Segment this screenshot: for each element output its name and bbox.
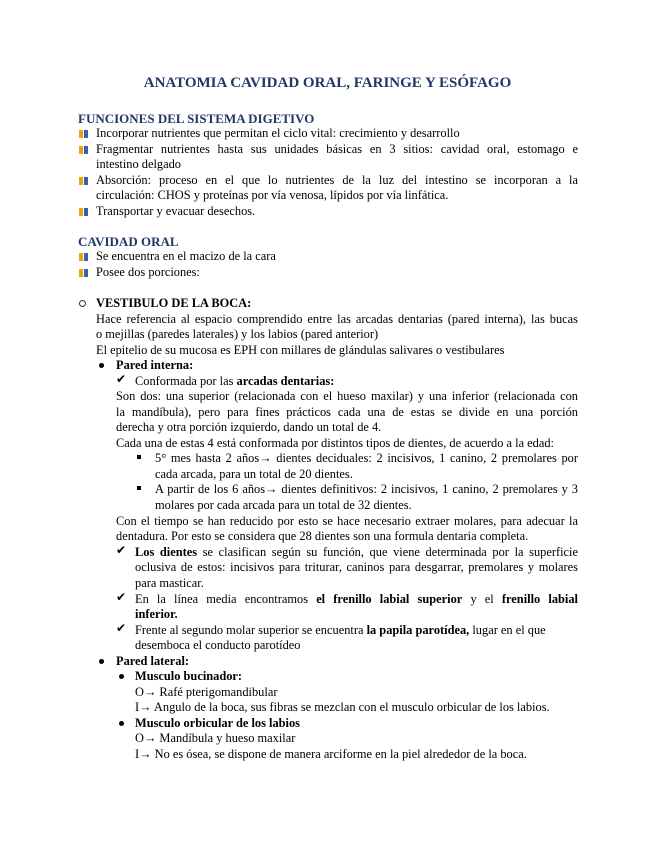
sub-item-line: A partir de los 6 años→ dientes definitivos: 2 incisivos, 1 canino, 2 premolares y 3 xyxy=(155,482,578,496)
list-item: Se encuentra en el macizo de la cara xyxy=(96,249,276,263)
paragraph-line: Cada una de estas 4 está conformada por distintos tipos de dientes, de acuerdo a la edad: xyxy=(116,436,555,450)
paragraph-line: El epitelio de su mucosa es EPH con millares de glándulas salivares o vestibulares xyxy=(96,343,505,357)
list-item-continuation: intestino delgado xyxy=(96,157,181,171)
bullet-square-icon xyxy=(137,455,141,459)
checkmark-icon: ✔ xyxy=(116,621,127,635)
paragraph-line: Son dos: una superior (relacionada con el hueso maxilar) y una inferior (relacionada con xyxy=(116,389,578,403)
sub-item-line: molares por cada arcada para un total de 32 dientes. xyxy=(155,498,412,512)
bullet-book-icon xyxy=(78,251,89,262)
check-item-dientes: Los dientes se clasifican según su función, que viene determinada por la superficie xyxy=(135,545,578,559)
muscle-orbicular-label: Musculo orbicular de los labios xyxy=(135,716,300,730)
paragraph-line: la mandíbula), pero para fines prácticos cada una de estas se divide en una porción xyxy=(116,405,578,419)
subheading-pared-lateral: Pared lateral: xyxy=(116,654,190,668)
muscle-insertion: I→ No es ósea, se dispone de manera arciforme en la piel alrededor de la boca. xyxy=(135,747,527,761)
check-item-line: para masticar. xyxy=(135,576,204,590)
list-item: Posee dos porciones: xyxy=(96,265,200,279)
heading-cavidad-oral: CAVIDAD ORAL xyxy=(78,234,179,249)
muscle-insertion: I→ Angulo de la boca, sus fibras se mezclan con el musculo orbicular de los labios. xyxy=(135,700,550,714)
paragraph-line: derecha y otra porción izquierdo, dando un total de 4. xyxy=(116,420,382,434)
paragraph-line: dentadura. Por esto se considera que 28 dientes son una formula dentaria completa. xyxy=(116,529,529,543)
check-item-frenillo: En la línea media encontramos el frenillo labial superior y el frenillo labial xyxy=(135,592,578,606)
heading-funciones: FUNCIONES DEL SISTEMA DIGETIVO xyxy=(78,111,315,126)
list-item: Fragmentar nutrientes hasta sus unidades básicas en 3 sitios: cavidad oral, estomago e xyxy=(96,142,578,156)
check-item-papila: Frente al segundo molar superior se encuentra la papila parotídea, lugar en el que xyxy=(135,623,546,637)
bullet-square-icon xyxy=(137,486,141,490)
sub-item-line: cada arcada, para un total de 20 dientes. xyxy=(155,467,353,481)
muscle-origin: O→ Mandíbula y hueso maxilar xyxy=(135,731,296,745)
check-item-line: oclusiva de estos: incisivos para triturar, caninos para desgarrar, premolares y molares xyxy=(135,560,578,574)
sub-item-line: 5° mes hasta 2 años→ dientes deciduales: 2 incisivos, 1 canino, 2 premolares por xyxy=(155,451,578,465)
bullet-dot-icon xyxy=(119,674,124,679)
bullet-dot-icon xyxy=(119,721,124,726)
heading-vestibulo: VESTIBULO DE LA BOCA: xyxy=(96,296,252,310)
checkmark-icon: ✔ xyxy=(116,590,127,604)
bullet-dot-icon xyxy=(99,659,104,664)
list-item: Transportar y evacuar desechos. xyxy=(96,204,256,218)
muscle-origin: O→ Rafé pterigomandibular xyxy=(135,685,278,699)
bullet-circle-icon xyxy=(79,300,86,307)
check-item-arcadas: Conformada por las arcadas dentarias: xyxy=(135,374,335,388)
bullet-book-icon xyxy=(78,175,89,186)
checkmark-icon: ✔ xyxy=(116,543,127,557)
paragraph-line: o mejillas (paredes laterales) y los labios (pared anterior) xyxy=(96,327,379,341)
list-item-continuation: circulación: CHOS y proteínas por vía venosa, lípidos por vía linfática. xyxy=(96,188,449,202)
list-item: Absorción: proceso en el que lo nutrientes de la luz del intestino se incorporan a la xyxy=(96,173,578,187)
check-item-line: desemboca el conducto parotídeo xyxy=(135,638,301,652)
bullet-book-icon xyxy=(78,267,89,278)
list-item: Incorporar nutrientes que permitan el ciclo vital: crecimiento y desarrollo xyxy=(96,126,460,140)
paragraph-line: Con el tiempo se han reducido por esto se hace necesario extraer molares, para adecuar la xyxy=(116,514,578,528)
bullet-book-icon xyxy=(78,206,89,217)
subheading-pared-interna: Pared interna: xyxy=(116,358,194,372)
paragraph-line: Hace referencia al espacio comprendido entre las arcadas dentarias (pared interna), las bucas xyxy=(96,312,578,326)
muscle-bucinador-label: Musculo bucinador: xyxy=(135,669,243,683)
bullet-dot-icon xyxy=(99,363,104,368)
checkmark-icon: ✔ xyxy=(116,372,127,386)
bullet-book-icon xyxy=(78,128,89,139)
bullet-book-icon xyxy=(78,144,89,155)
document-title: ANATOMIA CAVIDAD ORAL, FARINGE Y ESÓFAGO xyxy=(143,75,512,91)
check-item-line: inferior. xyxy=(135,607,178,621)
